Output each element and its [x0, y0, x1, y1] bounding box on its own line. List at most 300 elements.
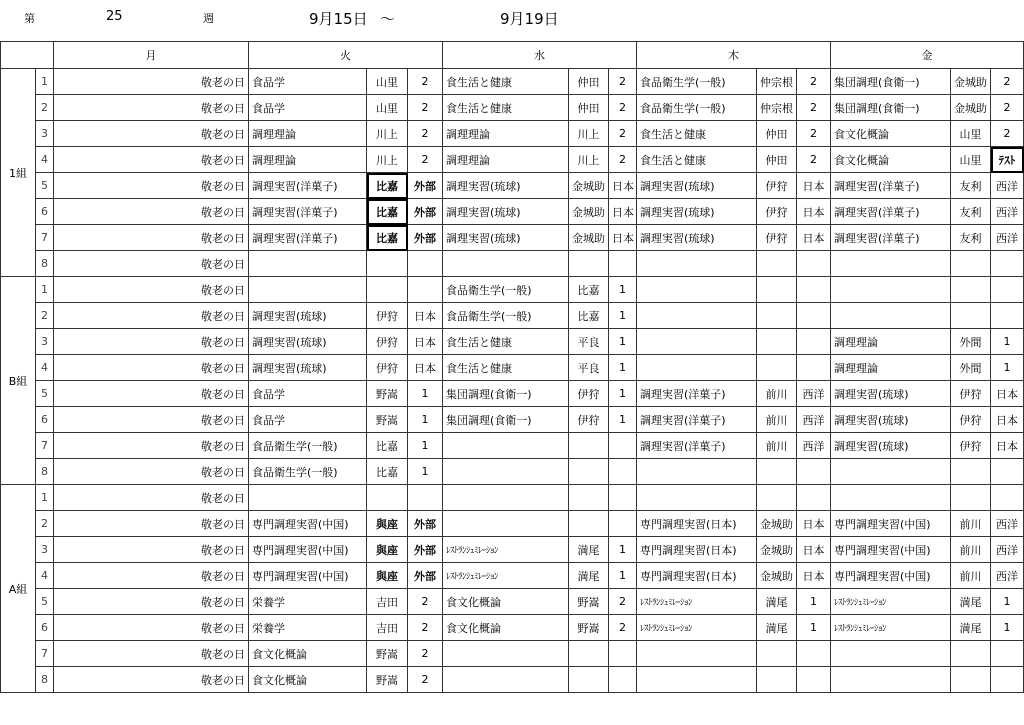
subject-cell: 食文化概論: [831, 121, 951, 147]
subject-cell: [443, 511, 569, 537]
subject-cell: 食生活と健康: [443, 355, 569, 381]
table-row: [1, 537, 1024, 563]
table-row: [1, 615, 1024, 641]
teacher-cell: 平良: [569, 329, 609, 355]
subject-cell: [637, 329, 757, 355]
teacher-cell: 野嵩: [367, 381, 408, 407]
room-cell: [991, 485, 1024, 511]
teacher-cell: 前川: [757, 381, 797, 407]
monday-holiday: 敬老の日: [54, 121, 249, 147]
subject-cell: [443, 459, 569, 485]
teacher-cell: [757, 355, 797, 381]
teacher-cell: 仲田: [569, 95, 609, 121]
room-cell: 日本: [609, 225, 637, 251]
monday-holiday: 敬老の日: [54, 563, 249, 589]
room-cell: 1: [991, 355, 1024, 381]
subject-cell: 調理実習(琉球): [831, 381, 951, 407]
subject-cell: ﾚｽﾄﾗﾝｼｭﾐﾚｰｼｮﾝ: [443, 537, 569, 563]
subject-cell: 調理実習(琉球): [637, 225, 757, 251]
period-number: 8: [36, 667, 54, 693]
subject-cell: 調理実習(琉球): [637, 199, 757, 225]
room-cell: 外部: [408, 199, 443, 225]
period-number: 3: [36, 121, 54, 147]
teacher-cell: 伊狩: [569, 381, 609, 407]
subject-cell: [637, 303, 757, 329]
teacher-cell: 伊狩: [951, 381, 991, 407]
room-cell: 日本: [797, 537, 831, 563]
teacher-cell: [367, 277, 408, 303]
subject-cell: 食品衛生学(一般): [443, 303, 569, 329]
teacher-cell: 伊狩: [367, 355, 408, 381]
room-cell: 西洋: [991, 511, 1024, 537]
teacher-cell: [757, 303, 797, 329]
room-cell: 1: [797, 589, 831, 615]
subject-cell: 食品衛生学(一般): [249, 459, 367, 485]
subject-cell: 調理実習(洋菓子): [637, 433, 757, 459]
subject-cell: [831, 459, 951, 485]
subject-cell: [443, 667, 569, 693]
table-row: [1, 225, 1024, 251]
room-cell: [609, 641, 637, 667]
room-cell: 外部: [408, 563, 443, 589]
teacher-cell: [569, 251, 609, 277]
subject-cell: ﾚｽﾄﾗﾝｼｭﾐﾚｰｼｮﾝ: [637, 615, 757, 641]
monday-holiday: 敬老の日: [54, 173, 249, 199]
teacher-cell: 金城助: [757, 537, 797, 563]
subject-cell: 食生活と健康: [443, 95, 569, 121]
monday-holiday: 敬老の日: [54, 381, 249, 407]
teacher-cell: 伊狩: [367, 329, 408, 355]
teacher-cell: 野嵩: [569, 589, 609, 615]
teacher-cell: 與座: [367, 511, 408, 537]
teacher-cell: 満尾: [569, 537, 609, 563]
subject-cell: 食品衛生学(一般): [443, 277, 569, 303]
subject-cell: [443, 433, 569, 459]
table-row: [1, 589, 1024, 615]
room-cell: 1: [991, 589, 1024, 615]
subject-cell: 食品学: [249, 69, 367, 95]
room-cell: 日本: [797, 511, 831, 537]
teacher-cell: [569, 485, 609, 511]
subject-cell: 調理実習(琉球): [443, 173, 569, 199]
room-cell: 2: [408, 147, 443, 173]
monday-holiday: 敬老の日: [54, 615, 249, 641]
room-cell: 2: [408, 69, 443, 95]
teacher-cell: 比嘉: [367, 433, 408, 459]
teacher-cell: 前川: [951, 537, 991, 563]
teacher-cell: 野嵩: [367, 641, 408, 667]
subject-cell: 食品衛生学(一般): [249, 433, 367, 459]
subject-cell: 栄養学: [249, 615, 367, 641]
room-cell: 西洋: [991, 173, 1024, 199]
day-header-friday: 金: [831, 42, 1024, 69]
subject-cell: [249, 251, 367, 277]
teacher-cell: 吉田: [367, 615, 408, 641]
room-cell: 西洋: [797, 433, 831, 459]
room-cell: 日本: [609, 173, 637, 199]
period-number: 6: [36, 407, 54, 433]
period-number: 2: [36, 95, 54, 121]
monday-holiday: 敬老の日: [54, 589, 249, 615]
room-cell: 1: [609, 355, 637, 381]
room-cell: [609, 251, 637, 277]
teacher-cell: 伊狩: [757, 173, 797, 199]
room-cell: 1: [609, 563, 637, 589]
table-row: [1, 199, 1024, 225]
subject-cell: 調理実習(洋菓子): [249, 199, 367, 225]
teacher-cell: 吉田: [367, 589, 408, 615]
subject-cell: [249, 485, 367, 511]
room-cell: ﾃｽﾄ: [991, 147, 1024, 173]
room-cell: 外部: [408, 173, 443, 199]
table-row: [1, 485, 1024, 511]
start-date: 9月15日: [309, 10, 368, 28]
monday-holiday: 敬老の日: [54, 329, 249, 355]
teacher-cell: [951, 485, 991, 511]
room-cell: [991, 251, 1024, 277]
teacher-cell: [569, 433, 609, 459]
room-cell: [408, 485, 443, 511]
monday-holiday: 敬老の日: [54, 459, 249, 485]
period-number: 6: [36, 199, 54, 225]
room-cell: [797, 459, 831, 485]
subject-cell: 調理実習(琉球): [443, 225, 569, 251]
room-cell: 2: [408, 589, 443, 615]
period-number: 5: [36, 589, 54, 615]
teacher-cell: 伊狩: [951, 407, 991, 433]
teacher-cell: 比嘉: [569, 277, 609, 303]
room-cell: [609, 459, 637, 485]
teacher-cell: 金城助: [951, 95, 991, 121]
teacher-cell: 川上: [367, 147, 408, 173]
teacher-cell: 満尾: [569, 563, 609, 589]
subject-cell: 食生活と健康: [637, 147, 757, 173]
schedule-table: [0, 41, 1024, 693]
monday-holiday: 敬老の日: [54, 95, 249, 121]
period-number: 4: [36, 563, 54, 589]
teacher-cell: 金城助: [757, 511, 797, 537]
teacher-cell: 川上: [367, 121, 408, 147]
room-cell: 外部: [408, 511, 443, 537]
room-cell: 日本: [797, 225, 831, 251]
group-label: 1組: [1, 69, 36, 277]
room-cell: 日本: [408, 329, 443, 355]
group-label: A組: [1, 485, 36, 693]
teacher-cell: [569, 641, 609, 667]
room-cell: [609, 511, 637, 537]
day-header-row: [1, 42, 1024, 69]
schedule-header: [0, 0, 1024, 40]
teacher-cell: [951, 303, 991, 329]
subject-cell: 集団調理(食衛一): [443, 381, 569, 407]
table-row: [1, 69, 1024, 95]
teacher-cell: [951, 641, 991, 667]
teacher-cell: 野嵩: [367, 667, 408, 693]
room-cell: [991, 277, 1024, 303]
period-number: 4: [36, 147, 54, 173]
subject-cell: [637, 277, 757, 303]
teacher-cell: [951, 667, 991, 693]
teacher-cell: 比嘉: [569, 303, 609, 329]
subject-cell: 調理理論: [831, 355, 951, 381]
subject-cell: [637, 485, 757, 511]
subject-cell: 調理実習(琉球): [249, 355, 367, 381]
group-label: B組: [1, 277, 36, 485]
subject-cell: 調理実習(洋菓子): [831, 225, 951, 251]
subject-cell: 調理実習(洋菓子): [831, 199, 951, 225]
teacher-cell: [367, 485, 408, 511]
period-number: 8: [36, 251, 54, 277]
room-cell: [991, 667, 1024, 693]
corner-cell: [1, 42, 54, 69]
subject-cell: 調理実習(洋菓子): [249, 173, 367, 199]
day-header-thursday: 木: [637, 42, 831, 69]
teacher-cell: [757, 641, 797, 667]
monday-holiday: 敬老の日: [54, 537, 249, 563]
subject-cell: 調理理論: [831, 329, 951, 355]
subject-cell: 調理理論: [443, 147, 569, 173]
room-cell: 日本: [797, 199, 831, 225]
subject-cell: [831, 303, 951, 329]
room-cell: [797, 355, 831, 381]
teacher-cell: [569, 511, 609, 537]
teacher-cell: [569, 667, 609, 693]
teacher-cell: 川上: [569, 121, 609, 147]
room-cell: 2: [609, 615, 637, 641]
teacher-cell: [757, 667, 797, 693]
teacher-cell: 比嘉: [367, 459, 408, 485]
room-cell: 西洋: [991, 537, 1024, 563]
teacher-cell: 友利: [951, 173, 991, 199]
room-cell: [797, 667, 831, 693]
teacher-cell: 與座: [367, 563, 408, 589]
room-cell: 西洋: [991, 225, 1024, 251]
room-cell: 2: [991, 95, 1024, 121]
room-cell: 2: [609, 95, 637, 121]
subject-cell: 食品衛生学(一般): [637, 69, 757, 95]
monday-holiday: 敬老の日: [54, 69, 249, 95]
subject-cell: 調理理論: [249, 121, 367, 147]
room-cell: 1: [609, 329, 637, 355]
teacher-cell: [367, 251, 408, 277]
room-cell: [609, 667, 637, 693]
room-cell: 日本: [991, 381, 1024, 407]
room-cell: [991, 641, 1024, 667]
teacher-cell: 前川: [951, 563, 991, 589]
table-row: [1, 95, 1024, 121]
teacher-cell: [757, 277, 797, 303]
teacher-cell: 友利: [951, 199, 991, 225]
teacher-cell: 満尾: [951, 615, 991, 641]
room-cell: [797, 303, 831, 329]
subject-cell: 食文化概論: [249, 641, 367, 667]
teacher-cell: 前川: [757, 433, 797, 459]
room-cell: 日本: [797, 563, 831, 589]
teacher-cell: 前川: [757, 407, 797, 433]
period-number: 1: [36, 69, 54, 95]
subject-cell: 調理実習(琉球): [831, 407, 951, 433]
monday-holiday: 敬老の日: [54, 147, 249, 173]
room-cell: 日本: [408, 303, 443, 329]
monday-holiday: 敬老の日: [54, 225, 249, 251]
label-dai: 第: [24, 12, 35, 25]
subject-cell: 食品学: [249, 95, 367, 121]
room-cell: [797, 277, 831, 303]
period-number: 7: [36, 433, 54, 459]
subject-cell: 調理実習(洋菓子): [637, 407, 757, 433]
table-row: [1, 459, 1024, 485]
subject-cell: [831, 277, 951, 303]
teacher-cell: 仲宗根: [757, 95, 797, 121]
teacher-cell: 伊狩: [367, 303, 408, 329]
room-cell: [408, 251, 443, 277]
room-cell: 2: [609, 589, 637, 615]
room-cell: 2: [408, 615, 443, 641]
teacher-cell: 伊狩: [757, 199, 797, 225]
room-cell: 日本: [609, 199, 637, 225]
period-number: 7: [36, 641, 54, 667]
teacher-cell: 平良: [569, 355, 609, 381]
subject-cell: 栄養学: [249, 589, 367, 615]
room-cell: [609, 485, 637, 511]
table-row: [1, 173, 1024, 199]
subject-cell: 調理実習(琉球): [249, 329, 367, 355]
room-cell: 2: [797, 95, 831, 121]
room-cell: 外部: [408, 225, 443, 251]
teacher-cell: 比嘉: [367, 199, 408, 225]
room-cell: 2: [797, 147, 831, 173]
teacher-cell: 金城助: [757, 563, 797, 589]
subject-cell: 集団調理(食衛一): [831, 95, 951, 121]
teacher-cell: [569, 459, 609, 485]
room-cell: 1: [609, 381, 637, 407]
room-cell: 西洋: [991, 199, 1024, 225]
room-cell: 1: [609, 537, 637, 563]
subject-cell: [249, 277, 367, 303]
monday-holiday: 敬老の日: [54, 485, 249, 511]
room-cell: 日本: [797, 173, 831, 199]
monday-holiday: 敬老の日: [54, 511, 249, 537]
subject-cell: 専門調理実習(日本): [637, 563, 757, 589]
subject-cell: ﾚｽﾄﾗﾝｼｭﾐﾚｰｼｮﾝ: [831, 615, 951, 641]
subject-cell: 食生活と健康: [443, 69, 569, 95]
teacher-cell: [951, 459, 991, 485]
label-shu: 週: [203, 12, 214, 25]
table-row: [1, 251, 1024, 277]
room-cell: 2: [797, 69, 831, 95]
room-cell: [797, 329, 831, 355]
room-cell: 1: [408, 459, 443, 485]
teacher-cell: 外間: [951, 329, 991, 355]
teacher-cell: 金城助: [569, 173, 609, 199]
period-number: 4: [36, 355, 54, 381]
table-row: [1, 407, 1024, 433]
teacher-cell: [757, 459, 797, 485]
teacher-cell: 比嘉: [367, 225, 408, 251]
teacher-cell: 川上: [569, 147, 609, 173]
teacher-cell: 伊狩: [569, 407, 609, 433]
subject-cell: 調理理論: [443, 121, 569, 147]
subject-cell: ﾚｽﾄﾗﾝｼｭﾐﾚｰｼｮﾝ: [637, 589, 757, 615]
table-row: [1, 355, 1024, 381]
teacher-cell: 満尾: [757, 589, 797, 615]
room-cell: [797, 485, 831, 511]
day-header-tuesday: 火: [249, 42, 443, 69]
room-cell: 日本: [991, 433, 1024, 459]
subject-cell: [637, 251, 757, 277]
table-row: [1, 641, 1024, 667]
teacher-cell: 伊狩: [757, 225, 797, 251]
period-number: 3: [36, 329, 54, 355]
teacher-cell: 友利: [951, 225, 991, 251]
period-number: 3: [36, 537, 54, 563]
room-cell: 西洋: [991, 563, 1024, 589]
subject-cell: 専門調理実習(日本): [637, 511, 757, 537]
subject-cell: [831, 641, 951, 667]
teacher-cell: [757, 251, 797, 277]
subject-cell: 食品学: [249, 381, 367, 407]
table-row: [1, 147, 1024, 173]
date-tilde: ～: [380, 10, 396, 28]
room-cell: 2: [991, 121, 1024, 147]
day-header-monday: 月: [54, 42, 249, 69]
room-cell: 1: [408, 381, 443, 407]
room-cell: 日本: [991, 407, 1024, 433]
monday-holiday: 敬老の日: [54, 251, 249, 277]
table-row: [1, 303, 1024, 329]
room-cell: 日本: [408, 355, 443, 381]
room-cell: 1: [991, 329, 1024, 355]
room-cell: [408, 277, 443, 303]
subject-cell: 専門調理実習(中国): [831, 563, 951, 589]
teacher-cell: 比嘉: [367, 173, 408, 199]
period-number: 5: [36, 381, 54, 407]
room-cell: 1: [609, 303, 637, 329]
monday-holiday: 敬老の日: [54, 407, 249, 433]
room-cell: [609, 433, 637, 459]
room-cell: 2: [797, 121, 831, 147]
room-cell: 2: [609, 147, 637, 173]
subject-cell: 食品衛生学(一般): [637, 95, 757, 121]
monday-holiday: 敬老の日: [54, 199, 249, 225]
room-cell: 2: [408, 95, 443, 121]
room-cell: 2: [408, 667, 443, 693]
teacher-cell: 山里: [367, 95, 408, 121]
teacher-cell: 山里: [951, 121, 991, 147]
subject-cell: 食生活と健康: [443, 329, 569, 355]
teacher-cell: 山里: [951, 147, 991, 173]
room-cell: 1: [797, 615, 831, 641]
room-cell: 1: [408, 407, 443, 433]
subject-cell: 調理実習(琉球): [831, 433, 951, 459]
room-cell: [797, 251, 831, 277]
period-number: 1: [36, 277, 54, 303]
subject-cell: 食文化概論: [831, 147, 951, 173]
subject-cell: [831, 667, 951, 693]
subject-cell: 調理実習(洋菓子): [637, 381, 757, 407]
monday-holiday: 敬老の日: [54, 667, 249, 693]
monday-holiday: 敬老の日: [54, 277, 249, 303]
end-date: 9月19日: [500, 10, 559, 28]
subject-cell: 集団調理(食衛一): [831, 69, 951, 95]
teacher-cell: 仲田: [569, 69, 609, 95]
period-number: 2: [36, 511, 54, 537]
teacher-cell: 與座: [367, 537, 408, 563]
teacher-cell: 金城助: [951, 69, 991, 95]
table-row: [1, 277, 1024, 303]
teacher-cell: 前川: [951, 511, 991, 537]
room-cell: 西洋: [797, 407, 831, 433]
